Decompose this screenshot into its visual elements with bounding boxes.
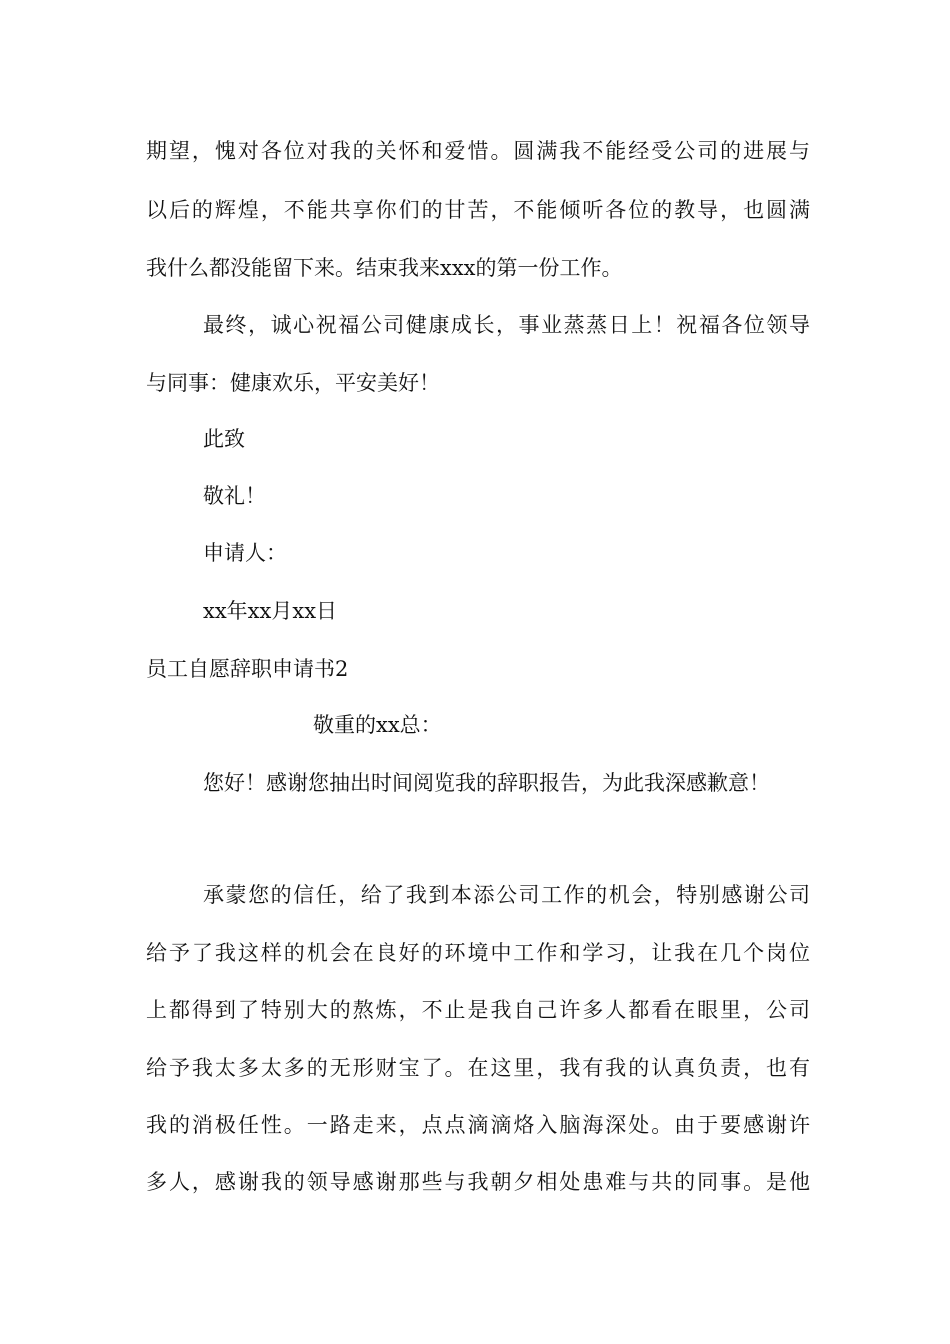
body-line: 给予我太多太多的无形财宝了。在这里，我有我的认真负责，也有 [146,1056,810,1080]
body-line: 上都得到了特别大的熬炼，不止是我自己许多人都看在眼里，公司 [146,998,810,1022]
body-line: 您好！感谢您抽出时间阅览我的辞职报告，为此我深感歉意！ [203,771,770,795]
letter-greeting: 敬重的xx总： [313,713,442,737]
body-line: 与同事：健康欢乐，平安美好！ [146,371,440,395]
body-line: 我什么都没能留下来。结束我来xxx的第一份工作。 [146,256,623,280]
body-line: 我的消极任性。一路走来，点点滴滴烙入脑海深处。由于要感谢许 [146,1113,810,1137]
closing-regards: 敬礼！ [203,484,266,508]
body-line: 以后的辉煌，不能共享你们的甘苦，不能倾听各位的教导，也圆满 [146,198,810,222]
body-line: 最终，诚心祝福公司健康成长，事业蒸蒸日上！祝福各位领导 [203,313,810,337]
closing-salutation: 此致 [203,427,245,451]
section-title: 员工自愿辞职申请书2 [146,657,349,681]
signature-date: xx年xx月xx日 [203,599,338,623]
body-line: 给予了我这样的机会在良好的环境中工作和学习，让我在几个岗位 [146,941,810,965]
body-line: 多人，感谢我的领导感谢那些与我朝夕相处患难与共的同事。是他 [146,1170,810,1194]
signature-applicant: 申请人： [203,541,287,565]
body-line: 承蒙您的信任，给了我到本添公司工作的机会，特别感谢公司 [203,883,810,907]
body-line: 期望，愧对各位对我的关怀和爱惜。圆满我不能经受公司的进展与 [146,139,810,163]
